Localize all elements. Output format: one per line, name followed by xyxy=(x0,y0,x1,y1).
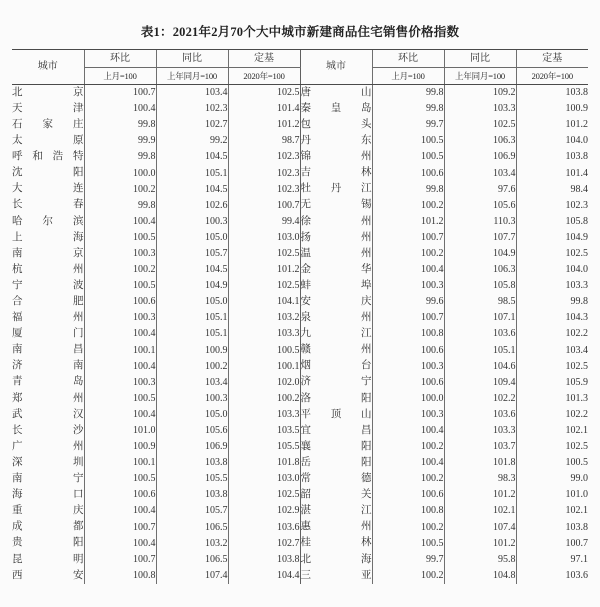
value-tongbi: 103.2 xyxy=(156,536,228,552)
value-huanbi: 101.0 xyxy=(84,423,156,439)
city-name: 哈尔滨 xyxy=(12,215,84,227)
value-dingji: 101.2 xyxy=(228,117,300,133)
value-tongbi: 105.0 xyxy=(156,230,228,246)
value-dingji: 104.3 xyxy=(516,310,588,326)
value-tongbi: 103.8 xyxy=(156,487,228,503)
header-group-huanbi-right: 环比 xyxy=(372,50,444,68)
value-dingji: 103.8 xyxy=(516,149,588,165)
value-dingji: 103.6 xyxy=(516,568,588,584)
value-tongbi: 101.8 xyxy=(444,455,516,471)
value-tongbi: 105.1 xyxy=(156,310,228,326)
value-huanbi: 100.7 xyxy=(84,520,156,536)
city-name: 三亚 xyxy=(300,568,372,584)
header-group-tongbi-right: 同比 xyxy=(444,50,516,68)
header-group-huanbi-left: 环比 xyxy=(84,50,156,68)
value-dingji: 105.8 xyxy=(516,214,588,230)
value-dingji: 98.7 xyxy=(228,133,300,149)
value-huanbi: 100.2 xyxy=(84,182,156,198)
city-name: 沈阳 xyxy=(12,167,84,179)
table-row xyxy=(12,439,588,455)
city-name: 南宁 xyxy=(12,473,84,485)
value-tongbi: 104.5 xyxy=(156,149,228,165)
value-dingji: 101.4 xyxy=(228,101,300,117)
city-name: 宜昌 xyxy=(300,423,372,439)
value-tongbi: 102.7 xyxy=(156,117,228,133)
value-huanbi: 100.9 xyxy=(84,439,156,455)
table-row xyxy=(12,101,588,117)
value-huanbi: 100.6 xyxy=(372,487,444,503)
value-dingji: 100.7 xyxy=(228,198,300,214)
value-huanbi: 100.0 xyxy=(84,165,156,181)
value-huanbi: 100.2 xyxy=(372,439,444,455)
value-tongbi: 102.3 xyxy=(156,101,228,117)
table-body xyxy=(12,85,588,584)
city-name: 济南 xyxy=(12,360,84,372)
value-tongbi: 95.8 xyxy=(444,552,516,568)
value-huanbi: 100.4 xyxy=(84,326,156,342)
city-name: 桂林 xyxy=(300,536,372,552)
city-name: 深圳 xyxy=(12,456,84,468)
value-tongbi: 107.4 xyxy=(156,568,228,584)
value-dingji: 103.3 xyxy=(228,326,300,342)
value-tongbi: 102.5 xyxy=(444,117,516,133)
value-dingji: 102.5 xyxy=(228,487,300,503)
value-huanbi: 100.4 xyxy=(84,407,156,423)
value-huanbi: 100.7 xyxy=(84,85,156,102)
value-huanbi: 99.7 xyxy=(372,117,444,133)
value-dingji: 103.8 xyxy=(228,552,300,568)
table-row xyxy=(12,407,588,423)
city-name: 韶关 xyxy=(300,487,372,503)
value-tongbi: 105.1 xyxy=(156,326,228,342)
city-name: 平顶山 xyxy=(300,407,372,423)
header-row-top xyxy=(12,50,588,68)
value-tongbi: 100.2 xyxy=(156,359,228,375)
header-group-dingji-right: 定基 xyxy=(516,50,588,68)
value-tongbi: 101.2 xyxy=(444,536,516,552)
value-huanbi: 100.4 xyxy=(372,455,444,471)
city-name: 郑州 xyxy=(12,392,84,404)
city-name: 常德 xyxy=(300,471,372,487)
city-name: 呼和浩特 xyxy=(12,151,84,163)
city-name: 成都 xyxy=(12,521,84,533)
table-row xyxy=(12,294,588,310)
table-row xyxy=(12,520,588,536)
city-name: 湛江 xyxy=(300,503,372,519)
value-huanbi: 100.8 xyxy=(372,326,444,342)
value-dingji: 103.3 xyxy=(228,407,300,423)
value-huanbi: 100.6 xyxy=(372,165,444,181)
city-name: 锦州 xyxy=(300,149,372,165)
value-tongbi: 99.2 xyxy=(156,133,228,149)
city-name: 重庆 xyxy=(12,505,84,517)
value-dingji: 103.8 xyxy=(516,85,588,102)
value-tongbi: 101.2 xyxy=(444,487,516,503)
table-row xyxy=(12,230,588,246)
page-title: 表1：2021年2月70个大中城市新建商品住宅销售价格指数 xyxy=(140,25,460,39)
header-city-right: 城市 xyxy=(300,50,372,85)
value-tongbi: 109.2 xyxy=(444,85,516,102)
value-tongbi: 102.2 xyxy=(444,391,516,407)
value-dingji: 99.0 xyxy=(516,471,588,487)
city-name: 金华 xyxy=(300,262,372,278)
city-name: 温州 xyxy=(300,246,372,262)
city-name: 襄阳 xyxy=(300,439,372,455)
value-dingji: 97.1 xyxy=(516,552,588,568)
city-name: 秦皇岛 xyxy=(300,101,372,117)
value-dingji: 104.1 xyxy=(228,294,300,310)
value-tongbi: 104.6 xyxy=(444,359,516,375)
table-row xyxy=(12,198,588,214)
city-name: 青岛 xyxy=(12,376,84,388)
table-row xyxy=(12,391,588,407)
value-huanbi: 100.2 xyxy=(372,471,444,487)
value-huanbi: 100.8 xyxy=(84,568,156,584)
housing-price-index-table xyxy=(12,49,588,584)
value-tongbi: 105.0 xyxy=(156,294,228,310)
table-row xyxy=(12,85,588,102)
value-huanbi: 100.2 xyxy=(372,198,444,214)
city-name: 包头 xyxy=(300,117,372,133)
value-huanbi: 101.2 xyxy=(372,214,444,230)
value-huanbi: 100.8 xyxy=(372,503,444,519)
city-name: 南昌 xyxy=(12,344,84,356)
value-huanbi: 99.7 xyxy=(372,552,444,568)
value-huanbi: 100.4 xyxy=(84,214,156,230)
value-tongbi: 105.5 xyxy=(156,471,228,487)
city-name: 南京 xyxy=(12,247,84,259)
value-tongbi: 106.3 xyxy=(444,262,516,278)
table-row xyxy=(12,262,588,278)
value-dingji: 104.0 xyxy=(516,133,588,149)
city-name: 西安 xyxy=(12,569,84,581)
value-huanbi: 100.1 xyxy=(84,343,156,359)
value-dingji: 102.1 xyxy=(516,503,588,519)
value-dingji: 100.1 xyxy=(228,359,300,375)
value-tongbi: 107.7 xyxy=(444,230,516,246)
value-dingji: 104.4 xyxy=(228,568,300,584)
value-tongbi: 104.9 xyxy=(444,246,516,262)
value-tongbi: 105.7 xyxy=(156,246,228,262)
value-dingji: 102.2 xyxy=(516,407,588,423)
value-huanbi: 100.3 xyxy=(372,359,444,375)
value-dingji: 103.4 xyxy=(516,343,588,359)
city-name: 广州 xyxy=(12,440,84,452)
value-huanbi: 100.4 xyxy=(84,503,156,519)
table-row xyxy=(12,278,588,294)
value-huanbi: 100.5 xyxy=(372,536,444,552)
city-name: 烟台 xyxy=(300,359,372,375)
value-tongbi: 102.1 xyxy=(444,503,516,519)
city-name: 吉林 xyxy=(300,165,372,181)
value-tongbi: 105.1 xyxy=(444,343,516,359)
city-name: 泉州 xyxy=(300,310,372,326)
city-name: 宁波 xyxy=(12,279,84,291)
value-huanbi: 100.7 xyxy=(372,230,444,246)
value-tongbi: 98.3 xyxy=(444,471,516,487)
value-tongbi: 105.8 xyxy=(444,278,516,294)
value-huanbi: 100.6 xyxy=(84,487,156,503)
table-row xyxy=(12,503,588,519)
value-dingji: 102.7 xyxy=(228,536,300,552)
value-huanbi: 100.5 xyxy=(84,230,156,246)
city-name: 长沙 xyxy=(12,424,84,436)
table-row xyxy=(12,326,588,342)
table-row xyxy=(12,343,588,359)
table-row xyxy=(12,246,588,262)
value-huanbi: 99.9 xyxy=(84,133,156,149)
value-dingji: 103.6 xyxy=(228,520,300,536)
value-dingji: 103.3 xyxy=(516,278,588,294)
table-row xyxy=(12,552,588,568)
value-tongbi: 107.1 xyxy=(444,310,516,326)
city-name: 杭州 xyxy=(12,263,84,275)
value-dingji: 101.2 xyxy=(228,262,300,278)
value-tongbi: 103.6 xyxy=(444,326,516,342)
city-name: 徐州 xyxy=(300,214,372,230)
value-huanbi: 100.4 xyxy=(84,359,156,375)
value-huanbi: 100.2 xyxy=(84,262,156,278)
value-huanbi: 100.4 xyxy=(84,101,156,117)
table-row xyxy=(12,214,588,230)
value-huanbi: 99.8 xyxy=(372,182,444,198)
value-tongbi: 102.6 xyxy=(156,198,228,214)
value-dingji: 100.2 xyxy=(228,391,300,407)
value-huanbi: 100.4 xyxy=(372,262,444,278)
header-basis-dingji-left: 2020年=100 xyxy=(228,68,300,85)
value-huanbi: 100.2 xyxy=(372,246,444,262)
value-tongbi: 105.1 xyxy=(156,165,228,181)
value-dingji: 100.7 xyxy=(516,536,588,552)
value-tongbi: 100.3 xyxy=(156,391,228,407)
city-name: 蚌埠 xyxy=(300,278,372,294)
value-huanbi: 100.6 xyxy=(372,375,444,391)
value-huanbi: 100.7 xyxy=(84,552,156,568)
header-basis-dingji-right: 2020年=100 xyxy=(516,68,588,85)
value-dingji: 102.5 xyxy=(228,85,300,102)
value-dingji: 100.5 xyxy=(228,343,300,359)
header-basis-tongbi-left: 上年同月=100 xyxy=(156,68,228,85)
city-name: 无锡 xyxy=(300,198,372,214)
city-name: 长春 xyxy=(12,199,84,211)
city-name: 厦门 xyxy=(12,328,84,340)
value-tongbi: 104.8 xyxy=(444,568,516,584)
city-name: 岳阳 xyxy=(300,455,372,471)
value-tongbi: 105.7 xyxy=(156,503,228,519)
value-dingji: 102.5 xyxy=(228,246,300,262)
value-dingji: 100.5 xyxy=(516,455,588,471)
value-huanbi: 99.8 xyxy=(84,117,156,133)
table-row xyxy=(12,487,588,503)
value-dingji: 103.5 xyxy=(228,423,300,439)
value-dingji: 102.0 xyxy=(228,375,300,391)
city-name: 唐山 xyxy=(300,85,372,102)
value-tongbi: 104.5 xyxy=(156,262,228,278)
value-huanbi: 100.3 xyxy=(372,278,444,294)
city-name: 丹东 xyxy=(300,133,372,149)
value-tongbi: 103.8 xyxy=(156,455,228,471)
city-name: 扬州 xyxy=(300,230,372,246)
city-name: 赣州 xyxy=(300,343,372,359)
table-header xyxy=(12,50,588,85)
table-row xyxy=(12,182,588,198)
value-tongbi: 98.5 xyxy=(444,294,516,310)
city-name: 九江 xyxy=(300,326,372,342)
value-dingji: 104.0 xyxy=(516,262,588,278)
city-name: 昆明 xyxy=(12,553,84,565)
value-tongbi: 106.9 xyxy=(444,149,516,165)
value-tongbi: 109.4 xyxy=(444,375,516,391)
value-dingji: 102.5 xyxy=(516,439,588,455)
value-dingji: 102.3 xyxy=(228,149,300,165)
value-huanbi: 100.3 xyxy=(84,310,156,326)
header-group-dingji-left: 定基 xyxy=(228,50,300,68)
value-tongbi: 106.5 xyxy=(156,520,228,536)
value-huanbi: 100.3 xyxy=(84,246,156,262)
value-huanbi: 100.5 xyxy=(372,133,444,149)
value-tongbi: 103.4 xyxy=(156,85,228,102)
city-name: 海口 xyxy=(12,489,84,501)
city-name: 牡丹江 xyxy=(300,182,372,198)
value-dingji: 104.9 xyxy=(516,230,588,246)
value-dingji: 99.4 xyxy=(228,214,300,230)
value-dingji: 102.5 xyxy=(516,246,588,262)
value-dingji: 103.0 xyxy=(228,471,300,487)
value-dingji: 102.3 xyxy=(516,198,588,214)
table-row xyxy=(12,117,588,133)
city-name: 惠州 xyxy=(300,520,372,536)
value-huanbi: 100.5 xyxy=(84,391,156,407)
table-row xyxy=(12,455,588,471)
value-dingji: 101.3 xyxy=(516,391,588,407)
table-row xyxy=(12,133,588,149)
header-basis-huanbi-left: 上月=100 xyxy=(84,68,156,85)
value-huanbi: 100.5 xyxy=(84,471,156,487)
table-row xyxy=(12,359,588,375)
table-row xyxy=(12,375,588,391)
value-dingji: 103.0 xyxy=(228,230,300,246)
value-huanbi: 100.3 xyxy=(372,407,444,423)
value-huanbi: 100.6 xyxy=(372,343,444,359)
header-basis-tongbi-right: 上年同月=100 xyxy=(444,68,516,85)
city-name: 太原 xyxy=(12,135,84,147)
city-name: 上海 xyxy=(12,231,84,243)
value-dingji: 103.2 xyxy=(228,310,300,326)
value-tongbi: 104.9 xyxy=(156,278,228,294)
city-name: 武汉 xyxy=(12,408,84,420)
value-huanbi: 100.4 xyxy=(372,423,444,439)
city-name: 合肥 xyxy=(12,296,84,308)
value-huanbi: 99.8 xyxy=(84,198,156,214)
value-huanbi: 100.7 xyxy=(372,310,444,326)
value-tongbi: 105.6 xyxy=(156,423,228,439)
value-dingji: 98.4 xyxy=(516,182,588,198)
value-dingji: 101.0 xyxy=(516,487,588,503)
table-row xyxy=(12,423,588,439)
value-huanbi: 99.6 xyxy=(372,294,444,310)
value-huanbi: 100.2 xyxy=(372,568,444,584)
table-row xyxy=(12,149,588,165)
value-dingji: 102.5 xyxy=(516,359,588,375)
value-dingji: 102.2 xyxy=(516,326,588,342)
value-tongbi: 103.3 xyxy=(444,101,516,117)
value-huanbi: 100.0 xyxy=(372,391,444,407)
value-dingji: 100.9 xyxy=(516,101,588,117)
value-dingji: 101.8 xyxy=(228,455,300,471)
table-row xyxy=(12,165,588,181)
value-tongbi: 103.4 xyxy=(444,165,516,181)
city-name: 洛阳 xyxy=(300,391,372,407)
value-tongbi: 105.6 xyxy=(444,198,516,214)
value-tongbi: 104.5 xyxy=(156,182,228,198)
value-huanbi: 100.2 xyxy=(372,520,444,536)
value-dingji: 102.9 xyxy=(228,503,300,519)
value-dingji: 99.8 xyxy=(516,294,588,310)
value-dingji: 103.8 xyxy=(516,520,588,536)
value-dingji: 102.1 xyxy=(516,423,588,439)
value-dingji: 101.4 xyxy=(516,165,588,181)
value-huanbi: 100.5 xyxy=(372,149,444,165)
city-name: 贵阳 xyxy=(12,537,84,549)
value-tongbi: 100.9 xyxy=(156,343,228,359)
value-tongbi: 107.4 xyxy=(444,520,516,536)
city-name: 大连 xyxy=(12,183,84,195)
value-huanbi: 99.8 xyxy=(84,149,156,165)
city-name: 济宁 xyxy=(300,375,372,391)
value-dingji: 105.5 xyxy=(228,439,300,455)
value-dingji: 102.5 xyxy=(228,278,300,294)
city-name: 北海 xyxy=(300,552,372,568)
value-tongbi: 106.9 xyxy=(156,439,228,455)
city-name: 石家庄 xyxy=(12,118,84,130)
value-tongbi: 103.7 xyxy=(444,439,516,455)
value-tongbi: 103.6 xyxy=(444,407,516,423)
table-row xyxy=(12,471,588,487)
value-tongbi: 106.3 xyxy=(444,133,516,149)
value-tongbi: 105.0 xyxy=(156,407,228,423)
value-dingji: 101.2 xyxy=(516,117,588,133)
value-dingji: 102.3 xyxy=(228,182,300,198)
city-name: 天津 xyxy=(12,102,84,114)
value-tongbi: 97.6 xyxy=(444,182,516,198)
value-huanbi: 99.8 xyxy=(372,101,444,117)
header-group-tongbi-left: 同比 xyxy=(156,50,228,68)
table-row xyxy=(12,568,588,584)
table-row xyxy=(12,310,588,326)
value-tongbi: 100.3 xyxy=(156,214,228,230)
value-tongbi: 103.4 xyxy=(156,375,228,391)
value-tongbi: 110.3 xyxy=(444,214,516,230)
header-basis-huanbi-right: 上月=100 xyxy=(372,68,444,85)
value-tongbi: 106.5 xyxy=(156,552,228,568)
table-row xyxy=(12,536,588,552)
city-name: 北京 xyxy=(12,86,84,98)
value-dingji: 102.3 xyxy=(228,165,300,181)
value-dingji: 105.9 xyxy=(516,375,588,391)
value-huanbi: 99.8 xyxy=(372,85,444,102)
value-huanbi: 100.4 xyxy=(84,536,156,552)
city-name: 福州 xyxy=(12,312,84,324)
value-tongbi: 103.3 xyxy=(444,423,516,439)
value-huanbi: 100.6 xyxy=(84,294,156,310)
header-city-left: 城市 xyxy=(12,50,84,85)
city-name: 安庆 xyxy=(300,294,372,310)
value-huanbi: 100.5 xyxy=(84,278,156,294)
value-huanbi: 100.3 xyxy=(84,375,156,391)
value-huanbi: 100.1 xyxy=(84,455,156,471)
